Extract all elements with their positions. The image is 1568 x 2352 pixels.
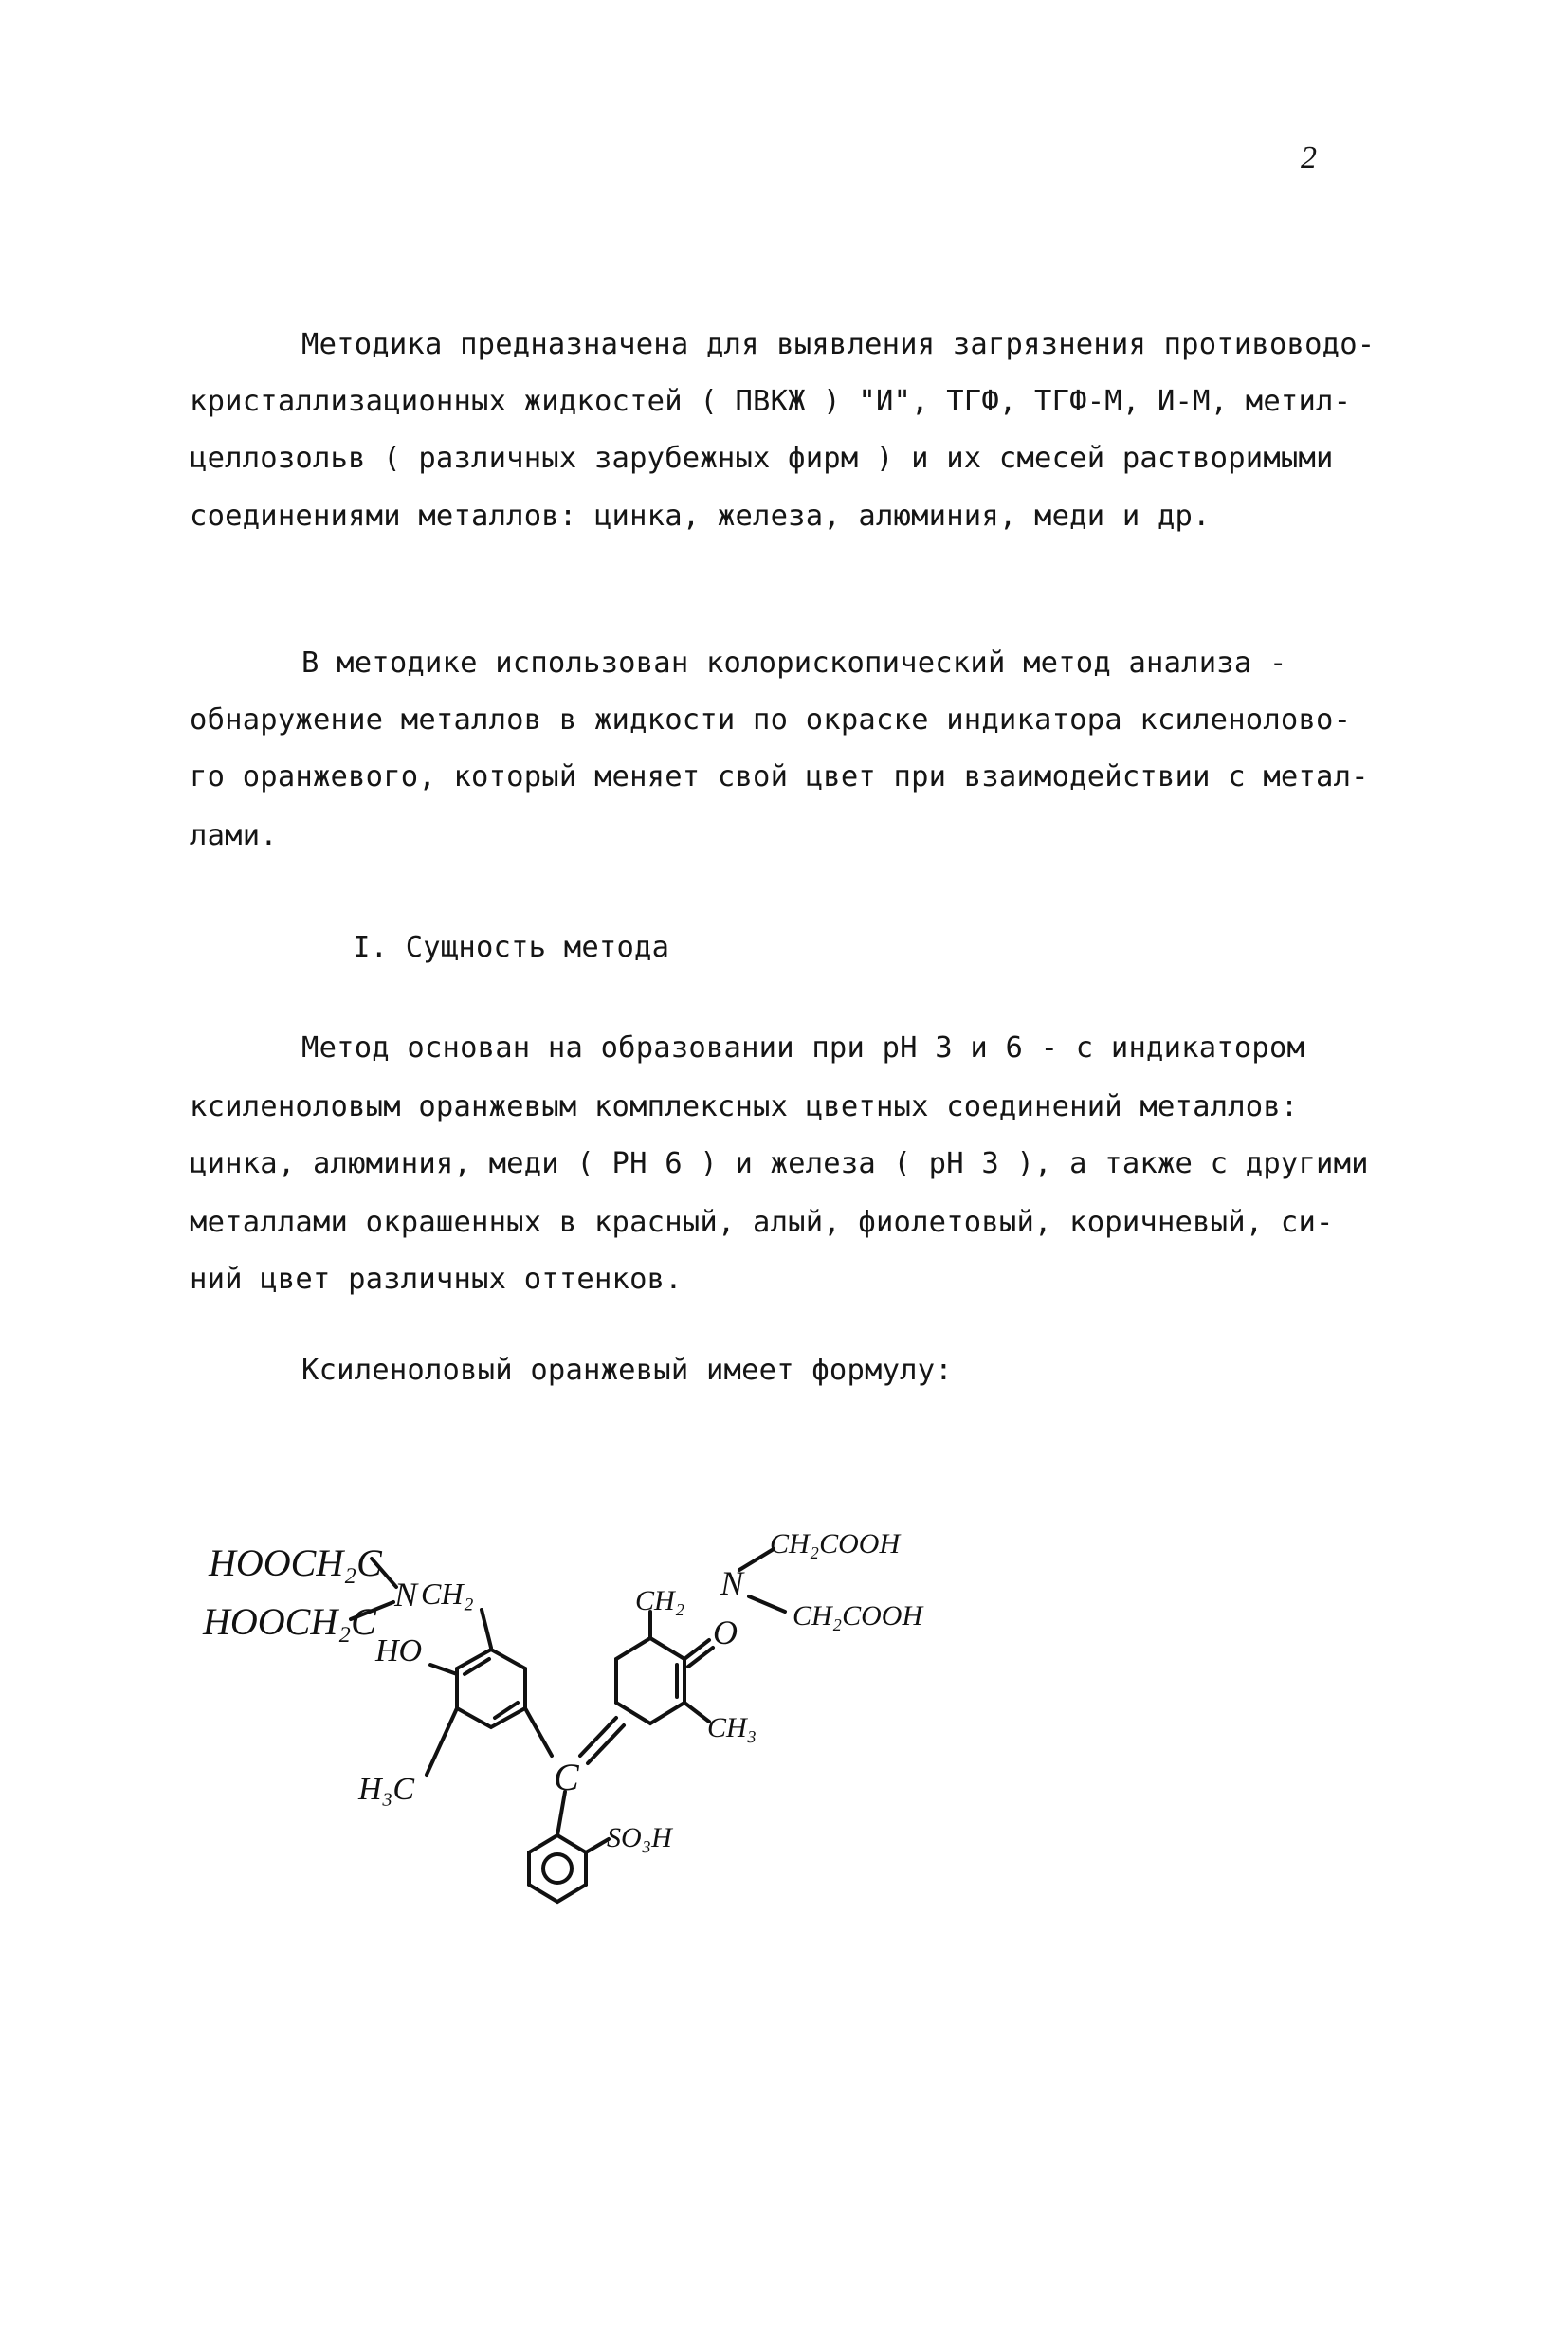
text-line: лами. — [190, 819, 278, 852]
formula-label: CH₂COOH — [770, 1528, 901, 1559]
text-line: ний цвет различных оттенков. — [190, 1263, 683, 1296]
text-line: металлами окрашенных в красный, алый, фиолетовый, коричневый, си- — [190, 1206, 1334, 1239]
bond — [525, 1708, 552, 1756]
formula-label: SO₃H — [607, 1822, 672, 1853]
bond — [684, 1703, 709, 1722]
text-line: цинка, алюминия, меди ( PH 6 ) и железа ( pH 3 ), а также с другими — [190, 1147, 1369, 1180]
formula-label: CH₂ — [421, 1577, 474, 1611]
text-line: обнаружение металлов в жидкости по окраске индикатора ксиленолово- — [190, 703, 1352, 737]
bond — [688, 1648, 713, 1667]
section-heading: I. Сущность метода — [353, 931, 670, 964]
bond — [684, 1640, 709, 1659]
bond — [739, 1549, 774, 1570]
formula-label: CH₃ — [707, 1712, 757, 1743]
structural-formula — [190, 1507, 967, 1953]
formula-label: C — [554, 1756, 579, 1798]
formula-label: CH₂ — [635, 1585, 685, 1616]
right-quinoid-ring — [616, 1638, 684, 1723]
text-line: Метод основан на образовании при pH 3 и 6 - с индикатором — [301, 1031, 1305, 1065]
text-line: В методике использован колорископический метод анализа - — [301, 647, 1287, 680]
formula-label: HOOCH₂C — [209, 1541, 382, 1584]
formula-label: CH₂COOH — [793, 1600, 923, 1632]
formula-label: N — [720, 1564, 744, 1602]
formula-intro: Ксиленоловый оранжевый имеет формулу: — [301, 1354, 953, 1387]
text-line: соединениями металлов: цинка, железа, алюминия, меди и др. — [190, 500, 1211, 533]
sulfophenyl-ring — [529, 1835, 586, 1902]
text-line: кристаллизационных жидкостей ( ПВКЖ ) "И", ТГФ, ТГФ-М, И-М, метил- — [190, 385, 1352, 418]
bond — [586, 1839, 609, 1852]
bond — [482, 1610, 491, 1648]
text-line: го оранжевого, который меняет свой цвет при взаимодействии с метал- — [190, 760, 1369, 793]
aromatic-circle — [543, 1854, 572, 1883]
formula-label: O — [713, 1614, 738, 1651]
bond — [427, 1708, 457, 1775]
page-number: 2 — [1301, 140, 1317, 175]
formula-label: H₃C — [358, 1772, 415, 1807]
formula-label: HO — [375, 1633, 423, 1668]
text-line: ксиленоловым оранжевым комплексных цветных соединений металлов: — [190, 1090, 1299, 1123]
bond — [430, 1665, 457, 1674]
left-benzene-ring — [457, 1650, 525, 1727]
text-line: Методика предназначена для выявления загрязнения противоводо- — [301, 328, 1376, 361]
formula-label: HOOCH₂C — [203, 1600, 376, 1643]
formula-label: N — [394, 1576, 418, 1614]
text-line: целлозольв ( различных зарубежных фирм ) и их смесей растворимыми — [190, 442, 1334, 475]
bond — [749, 1596, 785, 1612]
